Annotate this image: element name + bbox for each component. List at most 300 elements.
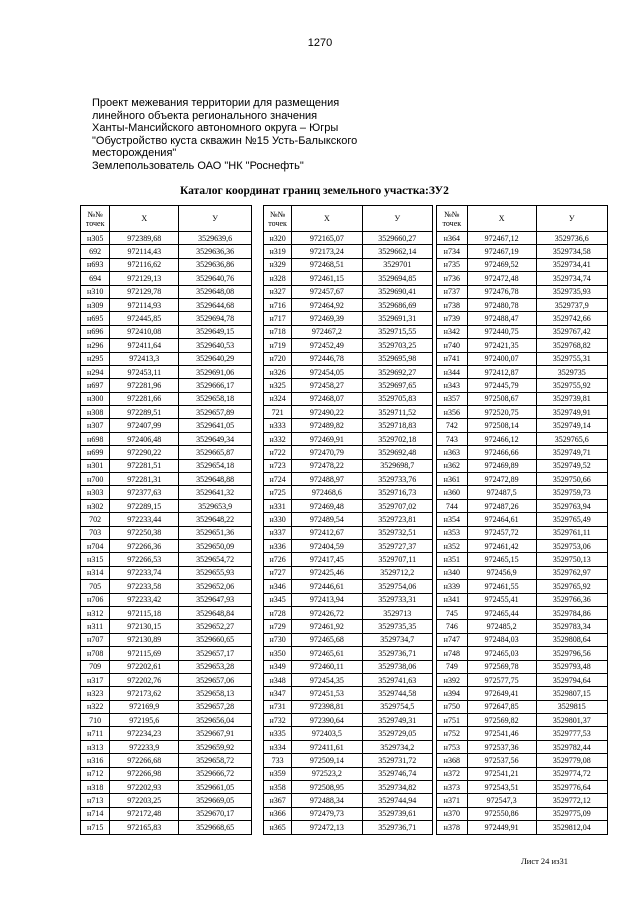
table-row bbox=[264, 633, 433, 646]
table-row bbox=[81, 312, 252, 325]
x-coordinate-cell: 972484,03 bbox=[467, 633, 536, 646]
y-coordinate-cell: 3529652,27 bbox=[179, 620, 252, 633]
point-id-cell: 746 bbox=[437, 620, 468, 633]
column-header-point-line2: точек bbox=[268, 218, 287, 228]
x-coordinate-cell: 972233,42 bbox=[110, 593, 179, 606]
y-coordinate-cell: 3529815 bbox=[536, 700, 607, 713]
table-row bbox=[264, 539, 433, 552]
x-coordinate-cell: 972377,63 bbox=[110, 486, 179, 499]
table-row bbox=[264, 379, 433, 392]
x-coordinate-cell: 972647,85 bbox=[467, 700, 536, 713]
y-coordinate-cell: 3529654,18 bbox=[179, 459, 252, 472]
y-coordinate-cell: 3529691,06 bbox=[179, 365, 252, 378]
x-coordinate-cell: 972487,5 bbox=[467, 486, 536, 499]
point-id-cell: н325 bbox=[264, 379, 292, 392]
x-coordinate-cell: 972445,85 bbox=[110, 312, 179, 325]
x-coordinate-cell: 972440,75 bbox=[467, 325, 536, 338]
point-id-cell: н729 bbox=[264, 620, 292, 633]
x-coordinate-cell: 972457,72 bbox=[467, 526, 536, 539]
y-coordinate-cell: 3529657,06 bbox=[179, 673, 252, 686]
y-coordinate-cell: 3529750,66 bbox=[536, 473, 607, 486]
x-coordinate-cell: 972465,44 bbox=[467, 606, 536, 619]
table-row bbox=[264, 781, 433, 794]
point-id-cell: н730 bbox=[264, 633, 292, 646]
point-id-cell: н361 bbox=[437, 473, 468, 486]
table-row bbox=[437, 392, 608, 405]
x-coordinate-cell: 972470,79 bbox=[292, 446, 362, 459]
y-coordinate-cell: 3529655,93 bbox=[179, 566, 252, 579]
point-id-cell: н739 bbox=[437, 312, 468, 325]
y-coordinate-cell: 3529807,15 bbox=[536, 687, 607, 700]
column-header-y: У bbox=[179, 206, 252, 232]
y-coordinate-cell: 3529765,49 bbox=[536, 513, 607, 526]
x-coordinate-cell: 972165,07 bbox=[292, 232, 362, 245]
table-row bbox=[437, 459, 608, 472]
x-coordinate-cell: 972465,03 bbox=[467, 647, 536, 660]
x-coordinate-cell: 972404,59 bbox=[292, 539, 362, 552]
table-row bbox=[437, 781, 608, 794]
y-coordinate-cell: 3529648,08 bbox=[179, 285, 252, 298]
table-row bbox=[437, 272, 608, 285]
y-coordinate-cell: 3529812,04 bbox=[536, 821, 607, 834]
x-coordinate-cell: 972266,53 bbox=[110, 553, 179, 566]
point-id-cell: н373 bbox=[437, 781, 468, 794]
y-coordinate-cell: 3529640,53 bbox=[179, 339, 252, 352]
y-coordinate-cell: 3529715,55 bbox=[362, 325, 432, 338]
point-id-cell: н741 bbox=[437, 352, 468, 365]
point-id-cell: н301 bbox=[81, 459, 110, 472]
point-id-cell: н313 bbox=[81, 740, 110, 753]
table-row bbox=[264, 432, 433, 445]
point-id-cell: н328 bbox=[264, 272, 292, 285]
x-coordinate-cell: 972466,66 bbox=[467, 446, 536, 459]
x-coordinate-cell: 972569,78 bbox=[467, 660, 536, 673]
table-row bbox=[437, 687, 608, 700]
x-coordinate-cell: 972410,08 bbox=[110, 325, 179, 338]
page-number: 1270 bbox=[307, 37, 333, 49]
x-coordinate-cell: 972281,51 bbox=[110, 459, 179, 472]
column-header-y: У bbox=[536, 206, 607, 232]
y-coordinate-cell: 3529669,05 bbox=[179, 794, 252, 807]
table-row bbox=[81, 526, 252, 539]
table-row bbox=[437, 285, 608, 298]
point-id-cell: н737 bbox=[437, 285, 468, 298]
point-id-cell: н330 bbox=[264, 513, 292, 526]
coordinates-table-1 bbox=[80, 205, 252, 835]
y-coordinate-cell: 3529660,65 bbox=[179, 633, 252, 646]
table-row bbox=[264, 620, 433, 633]
x-coordinate-cell: 972467,19 bbox=[467, 245, 536, 258]
y-coordinate-cell: 3529658,18 bbox=[179, 392, 252, 405]
point-id-cell: н359 bbox=[264, 767, 292, 780]
y-coordinate-cell: 3529702,18 bbox=[362, 432, 432, 445]
table-row bbox=[264, 513, 433, 526]
table-row bbox=[437, 633, 608, 646]
x-coordinate-cell: 972508,95 bbox=[292, 781, 362, 794]
point-id-cell: н311 bbox=[81, 620, 110, 633]
y-coordinate-cell: 3529713 bbox=[362, 606, 432, 619]
point-id-cell: 692 bbox=[81, 245, 110, 258]
y-coordinate-cell: 3529732,51 bbox=[362, 526, 432, 539]
point-id-cell: н697 bbox=[81, 379, 110, 392]
table-row bbox=[437, 620, 608, 633]
point-id-cell: н711 bbox=[81, 727, 110, 740]
point-id-cell: н715 bbox=[81, 821, 110, 834]
y-coordinate-cell: 3529746,74 bbox=[362, 767, 432, 780]
x-coordinate-cell: 972266,68 bbox=[110, 754, 179, 767]
table-row bbox=[264, 245, 433, 258]
table-row bbox=[81, 647, 252, 660]
point-id-cell: 721 bbox=[264, 406, 292, 419]
y-coordinate-cell: 3529698,7 bbox=[362, 459, 432, 472]
point-id-cell: н331 bbox=[264, 499, 292, 512]
point-id-cell: н371 bbox=[437, 794, 468, 807]
table-row bbox=[264, 566, 433, 579]
sheet-number: Лист 24 из31 bbox=[521, 856, 568, 866]
x-coordinate-cell: 972469,89 bbox=[467, 459, 536, 472]
y-coordinate-cell: 3529782,44 bbox=[536, 740, 607, 753]
table-row bbox=[437, 740, 608, 753]
y-coordinate-cell: 3529650,09 bbox=[179, 539, 252, 552]
x-coordinate-cell: 972469,39 bbox=[292, 312, 362, 325]
table-row bbox=[264, 794, 433, 807]
point-id-cell: н716 bbox=[264, 298, 292, 311]
table-row bbox=[437, 700, 608, 713]
table-row bbox=[264, 821, 433, 834]
x-coordinate-cell: 972413,3 bbox=[110, 352, 179, 365]
point-id-cell: н693 bbox=[81, 258, 110, 271]
x-coordinate-cell: 972488,47 bbox=[467, 312, 536, 325]
x-coordinate-cell: 972115,18 bbox=[110, 606, 179, 619]
point-id-cell: 744 bbox=[437, 499, 468, 512]
table-row bbox=[81, 406, 252, 419]
table-row bbox=[81, 539, 252, 552]
y-coordinate-cell: 3529661,05 bbox=[179, 781, 252, 794]
y-coordinate-cell: 3529744,58 bbox=[362, 687, 432, 700]
y-coordinate-cell: 3529779,08 bbox=[536, 754, 607, 767]
header-line: "Обустройство куста скважин №15 Усть-Балыкского bbox=[92, 134, 358, 147]
x-coordinate-cell: 972129,78 bbox=[110, 285, 179, 298]
coordinates-table-3 bbox=[436, 205, 608, 835]
x-coordinate-cell: 972453,11 bbox=[110, 365, 179, 378]
y-coordinate-cell: 3529765,92 bbox=[536, 580, 607, 593]
y-coordinate-cell: 3529665,87 bbox=[179, 446, 252, 459]
x-coordinate-cell: 972446,78 bbox=[292, 352, 362, 365]
table-header-row bbox=[264, 206, 433, 232]
x-coordinate-cell: 972541,46 bbox=[467, 727, 536, 740]
y-coordinate-cell: 3529736,6 bbox=[536, 232, 607, 245]
point-id-cell: н356 bbox=[437, 406, 468, 419]
table-row bbox=[437, 473, 608, 486]
y-coordinate-cell: 3529775,09 bbox=[536, 807, 607, 820]
x-coordinate-cell: 972488,97 bbox=[292, 473, 362, 486]
table-row bbox=[81, 727, 252, 740]
x-coordinate-cell: 972389,68 bbox=[110, 232, 179, 245]
table-row bbox=[437, 539, 608, 552]
point-id-cell: н341 bbox=[437, 593, 468, 606]
column-header-point bbox=[437, 206, 468, 232]
x-coordinate-cell: 972461,42 bbox=[467, 539, 536, 552]
point-id-cell: н332 bbox=[264, 432, 292, 445]
x-coordinate-cell: 972250,38 bbox=[110, 526, 179, 539]
x-coordinate-cell: 972490,22 bbox=[292, 406, 362, 419]
y-coordinate-cell: 3529763,94 bbox=[536, 499, 607, 512]
table-row bbox=[264, 473, 433, 486]
x-coordinate-cell: 972487,26 bbox=[467, 499, 536, 512]
point-id-cell: н319 bbox=[264, 245, 292, 258]
x-coordinate-cell: 972281,31 bbox=[110, 473, 179, 486]
x-coordinate-cell: 972454,35 bbox=[292, 673, 362, 686]
table-row bbox=[264, 606, 433, 619]
y-coordinate-cell: 3529754,06 bbox=[362, 580, 432, 593]
table-row bbox=[264, 392, 433, 405]
point-id-cell: 709 bbox=[81, 660, 110, 673]
x-coordinate-cell: 972465,68 bbox=[292, 633, 362, 646]
point-id-cell: н365 bbox=[264, 821, 292, 834]
point-id-cell: 733 bbox=[264, 754, 292, 767]
table-row bbox=[264, 325, 433, 338]
table-row bbox=[437, 580, 608, 593]
x-coordinate-cell: 972469,91 bbox=[292, 432, 362, 445]
x-coordinate-cell: 972281,96 bbox=[110, 379, 179, 392]
point-id-cell: 702 bbox=[81, 513, 110, 526]
y-coordinate-cell: 3529640,29 bbox=[179, 352, 252, 365]
y-coordinate-cell: 3529697,65 bbox=[362, 379, 432, 392]
y-coordinate-cell: 3529774,72 bbox=[536, 767, 607, 780]
point-id-cell: 703 bbox=[81, 526, 110, 539]
point-id-cell: н322 bbox=[81, 700, 110, 713]
x-coordinate-cell: 972456,9 bbox=[467, 566, 536, 579]
x-coordinate-cell: 972390,64 bbox=[292, 714, 362, 727]
point-id-cell: 749 bbox=[437, 660, 468, 673]
x-coordinate-cell: 972468,51 bbox=[292, 258, 362, 271]
table-row bbox=[437, 352, 608, 365]
table-row bbox=[437, 513, 608, 526]
y-coordinate-cell: 3529783,34 bbox=[536, 620, 607, 633]
table-row bbox=[81, 499, 252, 512]
table-row bbox=[437, 499, 608, 512]
table-row bbox=[437, 660, 608, 673]
table-row bbox=[81, 513, 252, 526]
table-row bbox=[437, 647, 608, 660]
x-coordinate-cell: 972508,14 bbox=[467, 419, 536, 432]
point-id-cell: н732 bbox=[264, 714, 292, 727]
x-coordinate-cell: 972478,22 bbox=[292, 459, 362, 472]
point-id-cell: н352 bbox=[437, 539, 468, 552]
point-id-cell: н337 bbox=[264, 526, 292, 539]
x-coordinate-cell: 972406,48 bbox=[110, 432, 179, 445]
x-coordinate-cell: 972407,99 bbox=[110, 419, 179, 432]
x-coordinate-cell: 972489,82 bbox=[292, 419, 362, 432]
y-coordinate-cell: 3529731,72 bbox=[362, 754, 432, 767]
y-coordinate-cell: 3529739,81 bbox=[536, 392, 607, 405]
table-row bbox=[437, 714, 608, 727]
x-coordinate-cell: 972289,51 bbox=[110, 406, 179, 419]
y-coordinate-cell: 3529723,81 bbox=[362, 513, 432, 526]
point-id-cell: н340 bbox=[437, 566, 468, 579]
y-coordinate-cell: 3529652,06 bbox=[179, 580, 252, 593]
y-coordinate-cell: 3529657,17 bbox=[179, 647, 252, 660]
x-coordinate-cell: 972426,72 bbox=[292, 606, 362, 619]
table-row bbox=[264, 298, 433, 311]
y-coordinate-cell: 3529754,5 bbox=[362, 700, 432, 713]
table-row bbox=[437, 673, 608, 686]
point-id-cell: н735 bbox=[437, 258, 468, 271]
y-coordinate-cell: 3529658,13 bbox=[179, 687, 252, 700]
x-coordinate-cell: 972449,91 bbox=[467, 821, 536, 834]
y-coordinate-cell: 3529753,06 bbox=[536, 539, 607, 552]
y-coordinate-cell: 3529729,05 bbox=[362, 727, 432, 740]
table-row bbox=[437, 325, 608, 338]
y-coordinate-cell: 3529639,6 bbox=[179, 232, 252, 245]
x-coordinate-cell: 972469,52 bbox=[467, 258, 536, 271]
point-id-cell: н335 bbox=[264, 727, 292, 740]
point-id-cell: н349 bbox=[264, 660, 292, 673]
y-coordinate-cell: 3529657,89 bbox=[179, 406, 252, 419]
table-row bbox=[264, 499, 433, 512]
point-id-cell: н748 bbox=[437, 647, 468, 660]
table-row bbox=[81, 419, 252, 432]
point-id-cell: н751 bbox=[437, 714, 468, 727]
point-id-cell: н717 bbox=[264, 312, 292, 325]
point-id-cell: н392 bbox=[437, 673, 468, 686]
table-row bbox=[437, 794, 608, 807]
table-row bbox=[264, 580, 433, 593]
point-id-cell: н712 bbox=[81, 767, 110, 780]
point-id-cell: н295 bbox=[81, 352, 110, 365]
point-id-cell: н378 bbox=[437, 821, 468, 834]
y-coordinate-cell: 3529641,05 bbox=[179, 419, 252, 432]
y-coordinate-cell: 3529649,15 bbox=[179, 325, 252, 338]
point-id-cell: н704 bbox=[81, 539, 110, 552]
x-coordinate-cell: 972290,22 bbox=[110, 446, 179, 459]
x-coordinate-cell: 972537,36 bbox=[467, 740, 536, 753]
y-coordinate-cell: 3529742,66 bbox=[536, 312, 607, 325]
table-row bbox=[81, 754, 252, 767]
y-coordinate-cell: 3529686,69 bbox=[362, 298, 432, 311]
x-coordinate-cell: 972425,46 bbox=[292, 566, 362, 579]
x-coordinate-cell: 972543,51 bbox=[467, 781, 536, 794]
table-row bbox=[264, 352, 433, 365]
x-coordinate-cell: 972130,89 bbox=[110, 633, 179, 646]
point-id-cell: н736 bbox=[437, 272, 468, 285]
column-header-point-line2: точек bbox=[442, 218, 462, 228]
table-row bbox=[81, 767, 252, 780]
point-id-cell: н724 bbox=[264, 473, 292, 486]
table-row bbox=[264, 365, 433, 378]
x-coordinate-cell: 972173,24 bbox=[292, 245, 362, 258]
point-id-cell: н370 bbox=[437, 807, 468, 820]
point-id-cell: н366 bbox=[264, 807, 292, 820]
table-row bbox=[81, 232, 252, 245]
table-row bbox=[437, 419, 608, 432]
x-coordinate-cell: 972465,15 bbox=[467, 553, 536, 566]
y-coordinate-cell: 3529767,42 bbox=[536, 325, 607, 338]
table-row bbox=[81, 714, 252, 727]
column-header-point-line1: №№ bbox=[269, 209, 286, 219]
table-row bbox=[264, 232, 433, 245]
y-coordinate-cell: 3529761,11 bbox=[536, 526, 607, 539]
point-id-cell: н699 bbox=[81, 446, 110, 459]
y-coordinate-cell: 3529636,86 bbox=[179, 258, 252, 271]
table-row bbox=[264, 272, 433, 285]
x-coordinate-cell: 972129,13 bbox=[110, 272, 179, 285]
table-row bbox=[81, 740, 252, 753]
y-coordinate-cell: 3529718,83 bbox=[362, 419, 432, 432]
header-line: Проект межевания территории для размещения bbox=[92, 97, 340, 109]
y-coordinate-cell: 3529640,76 bbox=[179, 272, 252, 285]
x-coordinate-cell: 972233,58 bbox=[110, 580, 179, 593]
x-coordinate-cell: 972488,34 bbox=[292, 794, 362, 807]
point-id-cell: 745 bbox=[437, 606, 468, 619]
y-coordinate-cell: 3529701 bbox=[362, 258, 432, 271]
y-coordinate-cell: 3529794,64 bbox=[536, 673, 607, 686]
table-row bbox=[264, 740, 433, 753]
x-coordinate-cell: 972547,3 bbox=[467, 794, 536, 807]
table-row bbox=[81, 687, 252, 700]
y-coordinate-cell: 3529777,53 bbox=[536, 727, 607, 740]
x-coordinate-cell: 972289,15 bbox=[110, 499, 179, 512]
y-coordinate-cell: 3529759,73 bbox=[536, 486, 607, 499]
y-coordinate-cell: 3529784,86 bbox=[536, 606, 607, 619]
coordinates-table-2 bbox=[263, 205, 433, 835]
table-row bbox=[81, 258, 252, 271]
table-row bbox=[81, 660, 252, 673]
point-id-cell: н294 bbox=[81, 365, 110, 378]
y-coordinate-cell: 3529734,2 bbox=[362, 740, 432, 753]
point-id-cell: н342 bbox=[437, 325, 468, 338]
y-coordinate-cell: 3529737,9 bbox=[536, 298, 607, 311]
table-row bbox=[437, 767, 608, 780]
point-id-cell: н714 bbox=[81, 807, 110, 820]
y-coordinate-cell: 3529707,11 bbox=[362, 553, 432, 566]
point-id-cell: н722 bbox=[264, 446, 292, 459]
point-id-cell: н360 bbox=[437, 486, 468, 499]
y-coordinate-cell: 3529766,36 bbox=[536, 593, 607, 606]
x-coordinate-cell: 972281,66 bbox=[110, 392, 179, 405]
x-coordinate-cell: 972115,69 bbox=[110, 647, 179, 660]
y-coordinate-cell: 3529741,63 bbox=[362, 673, 432, 686]
column-header-y: У bbox=[362, 206, 432, 232]
column-header-point bbox=[264, 206, 292, 232]
y-coordinate-cell: 3529666,72 bbox=[179, 767, 252, 780]
x-coordinate-cell: 972480,78 bbox=[467, 298, 536, 311]
table-row bbox=[81, 432, 252, 445]
point-id-cell: н329 bbox=[264, 258, 292, 271]
point-id-cell: н345 bbox=[264, 593, 292, 606]
point-id-cell: н723 bbox=[264, 459, 292, 472]
y-coordinate-cell: 3529734,82 bbox=[362, 781, 432, 794]
table-row bbox=[81, 352, 252, 365]
point-id-cell: н305 bbox=[81, 232, 110, 245]
table-row bbox=[264, 526, 433, 539]
table-row bbox=[264, 647, 433, 660]
table-row bbox=[437, 312, 608, 325]
point-id-cell: н696 bbox=[81, 325, 110, 338]
x-coordinate-cell: 972446,61 bbox=[292, 580, 362, 593]
point-id-cell: н326 bbox=[264, 365, 292, 378]
point-id-cell: 742 bbox=[437, 419, 468, 432]
point-id-cell: н357 bbox=[437, 392, 468, 405]
y-coordinate-cell: 3529694,85 bbox=[362, 272, 432, 285]
table-row bbox=[81, 580, 252, 593]
x-coordinate-cell: 972173,62 bbox=[110, 687, 179, 700]
y-coordinate-cell: 3529654,72 bbox=[179, 553, 252, 566]
x-coordinate-cell: 972413,94 bbox=[292, 593, 362, 606]
table-row bbox=[437, 432, 608, 445]
y-coordinate-cell: 3529656,04 bbox=[179, 714, 252, 727]
y-coordinate-cell: 3529651,36 bbox=[179, 526, 252, 539]
